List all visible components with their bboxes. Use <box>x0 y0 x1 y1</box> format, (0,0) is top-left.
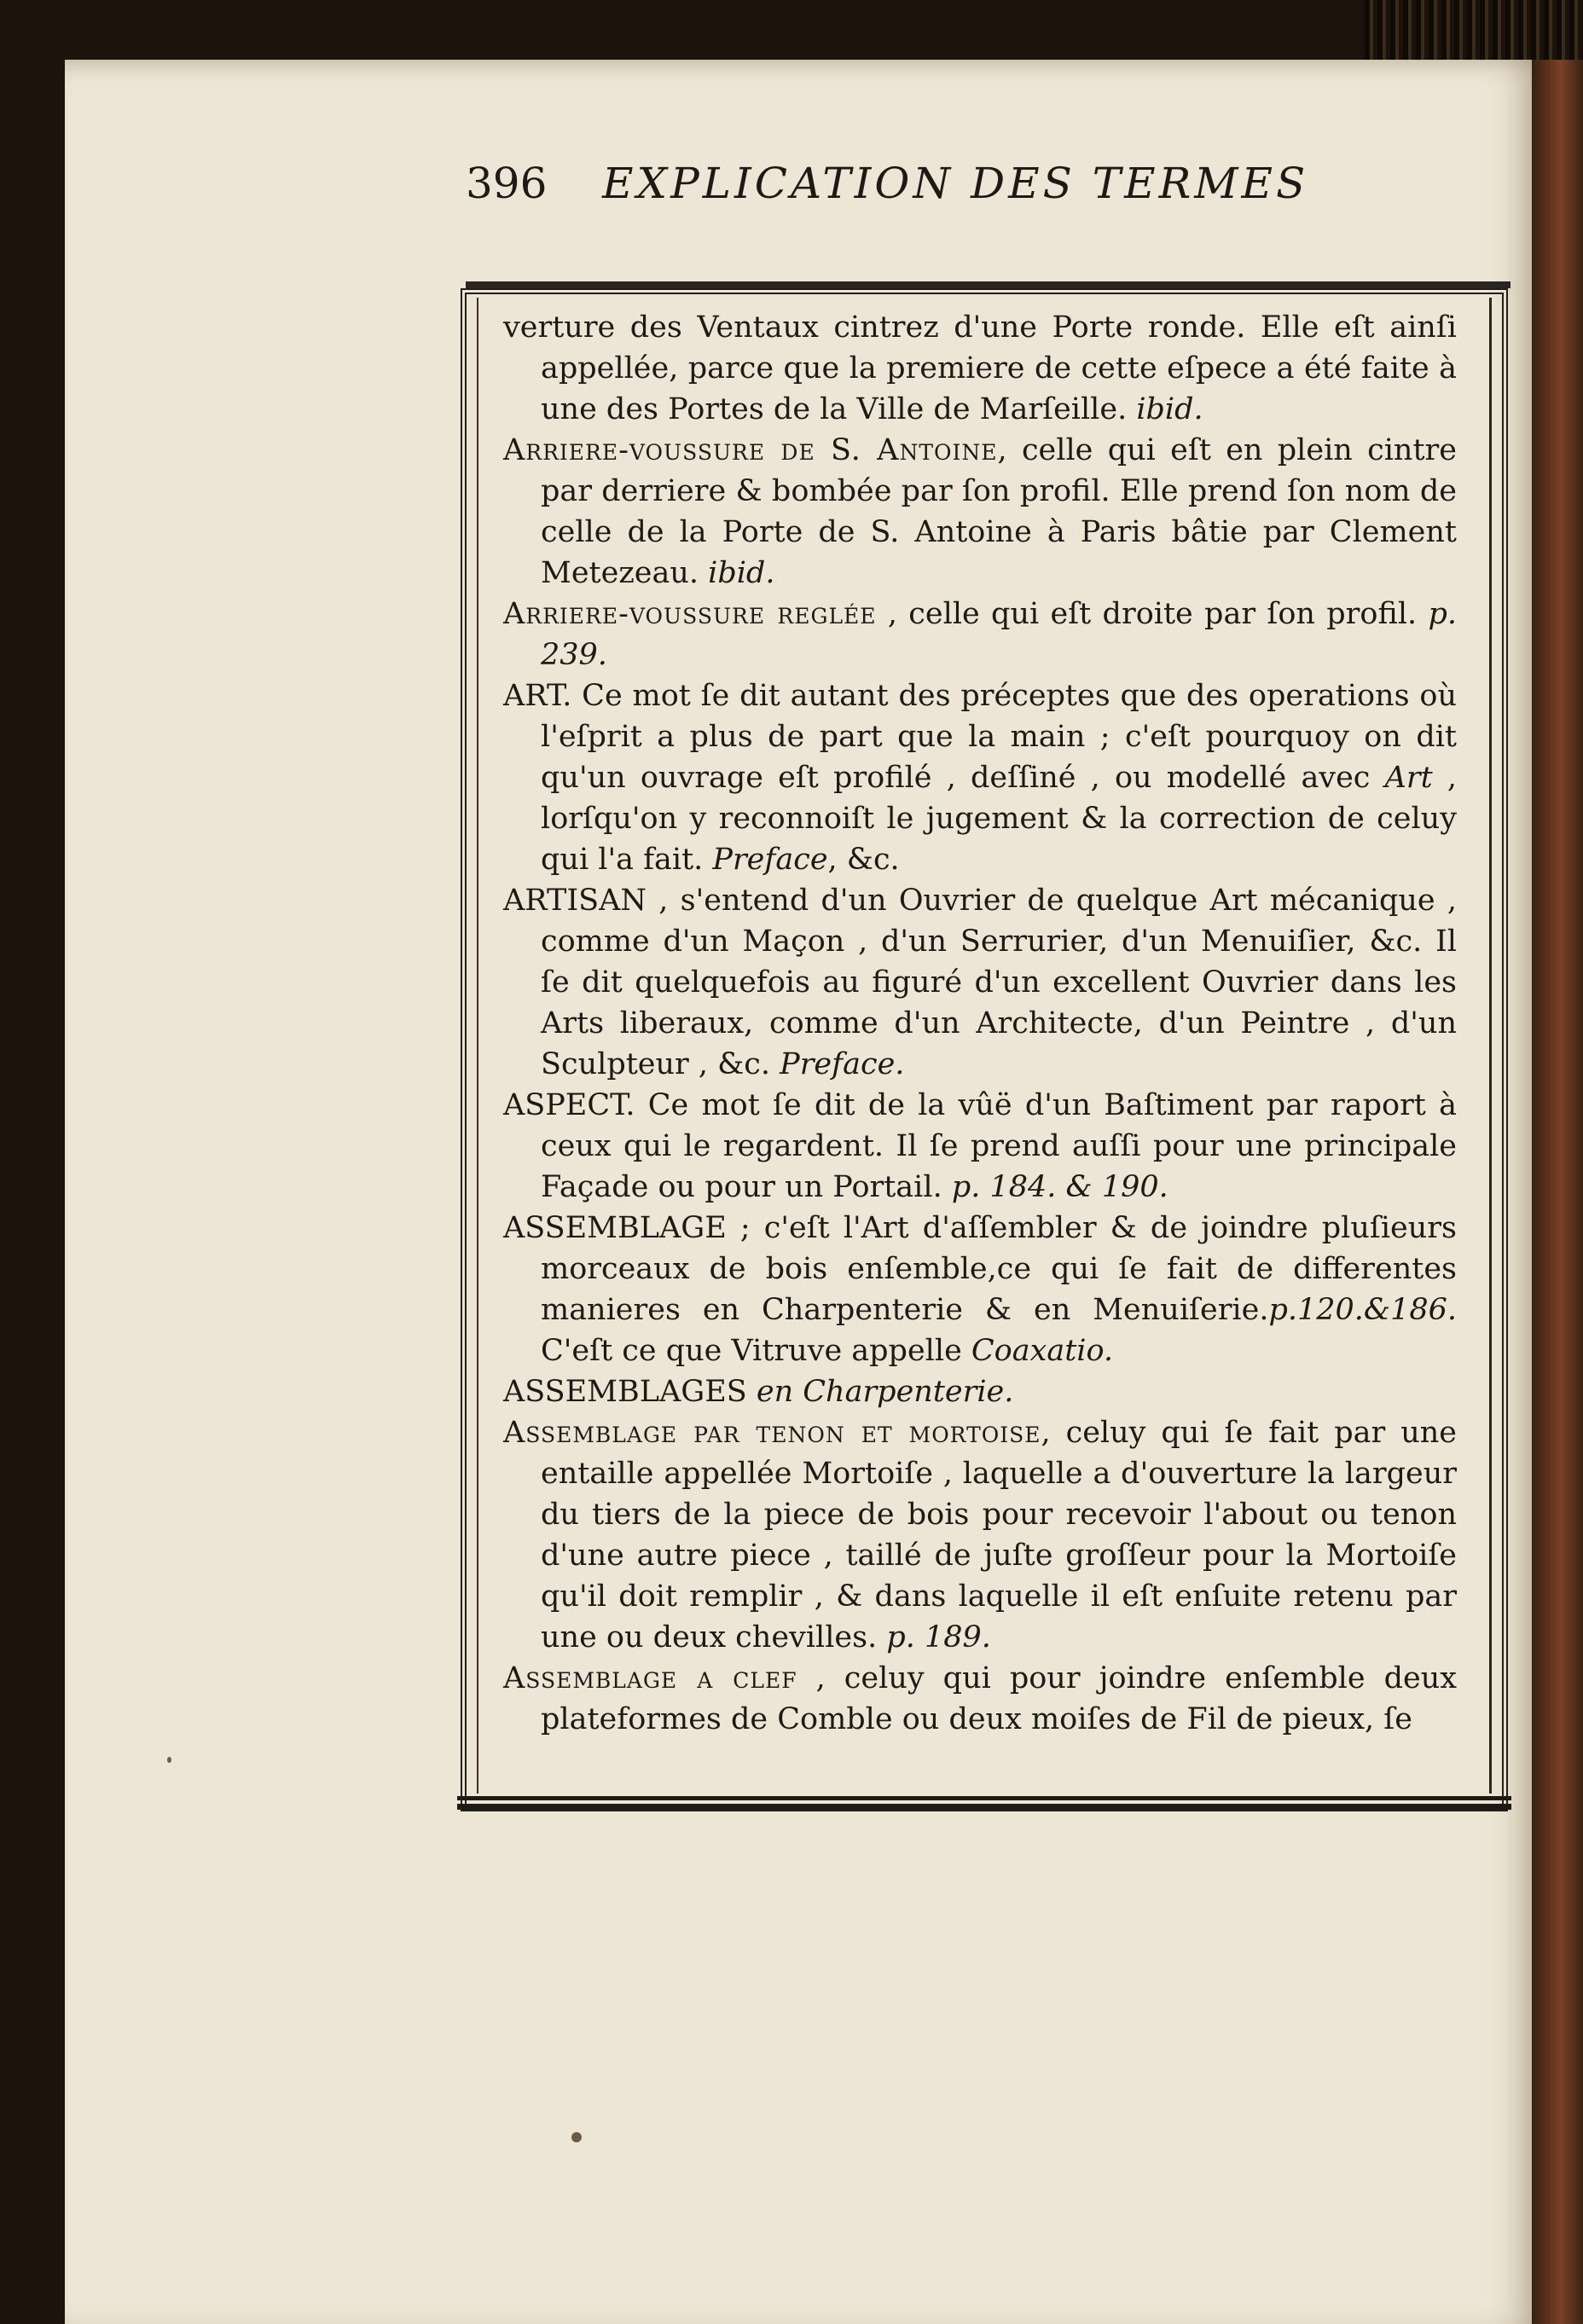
entry-9: Assemblage a clef , celuy qui pour joindre enſemble deux plateformes de Comble ou deux moiſes de Fil de pieux, ſe <box>503 1661 1457 1736</box>
page-header <box>466 159 1429 223</box>
entry-3: ART. Ce mot ſe dit autant des préceptes que des operations où l'eſprit a plus de part que la main ; c'eſt pourquoy on dit qu'un ouvrage eſt profilé , deſſiné , ou modellé avec Art , lorſqu'on y reconnoiſt le jugement & la correction de celuy qui l'a fait. Preface, &c. <box>503 679 1457 877</box>
entry-1: Arriere-voussure de S. Antoine, celle qui eſt en plein cintre par derriere & bombée par ſon profil. Elle prend ſon nom de celle de la Porte de S. Antoine à Paris bâtie par Clement Metezeau. ibid. <box>503 433 1457 590</box>
entry-6: ASSEMBLAGE ; c'eſt l'Art d'aſſembler & de joindre pluſieurs morceaux de bois enſemble,ce qui ſe fait de differentes manieres en Charpenterie & en Menuiſerie.p.120.&186. C'eſt ce que Vitruve appelle Coaxatio. <box>503 1211 1457 1368</box>
running-head: EXPLICATION DES TERMES <box>602 159 1309 208</box>
book-spine <box>1527 0 1583 2324</box>
entry-5: ASPECT. Ce mot ſe dit de la vûë d'un Baſtiment par raport à ceux qui le regardent. Il ſe prend auſſi pour une principale Façade ou pour un Portail. p. 184. & 190. <box>503 1088 1457 1204</box>
book-edge <box>1365 0 1583 60</box>
page-number: 396 <box>466 159 548 208</box>
entry-term: Assemblage par tenon et mortoise <box>503 1416 1041 1450</box>
entry-4: ARTISAN , s'entend d'un Ouvrier de quelque Art mécanique , comme d'un Maçon , d'un Serrurier, d'un Menuiſier, &c. Il ſe dit quelquefois au figuré d'un excellent Ouvrier dans les Arts liberaux, comme d'un Architecte, d'un Peintre , d'un Sculpteur , &c. Preface. <box>503 884 1457 1081</box>
entry-term: ARTISAN <box>503 884 647 918</box>
entry-term: Assemblage a clef <box>503 1661 797 1695</box>
entry-term: Arriere-voussure de S. Antoine <box>503 433 998 467</box>
entry-8: Assemblage par tenon et mortoise, celuy qui ſe fait par une entaille appellée Mortoiſe , laquelle a d'ouverture la largeur du tiers de la piece de bois pour recevoir l'about ou tenon d'une autre piece , taillé de juſte groſſeur pour la Mortoiſe qu'il doit remplir , & dans laquelle il eſt enſuite retenu par une ou deux chevilles. p. 189. <box>503 1416 1457 1655</box>
entry-7: ASSEMBLAGES en Charpenterie. <box>503 1375 1014 1409</box>
glossary-text <box>503 307 1457 1740</box>
entry-2: Arriere-voussure reglée , celle qui eſt droite par ſon profil. p. 239. <box>503 597 1457 672</box>
entry-term: ASSEMBLAGES <box>503 1375 747 1409</box>
entry-term: ASSEMBLAGE <box>503 1211 727 1245</box>
paper-speck <box>167 1757 171 1763</box>
bottom-rule <box>457 1796 1511 1810</box>
entry-0: verture des Ventaux cintrez d'une Porte ronde. Elle eſt ainſi appellée, parce que la premiere de cette eſpece a été faite à une des Portes de la Ville de Marſeille. ibid. <box>503 310 1457 426</box>
entry-term: Arriere-voussure reglée <box>503 597 877 631</box>
header-rule <box>466 281 1511 288</box>
entry-term: ASPECT. <box>503 1088 635 1122</box>
paper-speck <box>571 2132 582 2142</box>
entry-term: ART. <box>503 679 572 713</box>
